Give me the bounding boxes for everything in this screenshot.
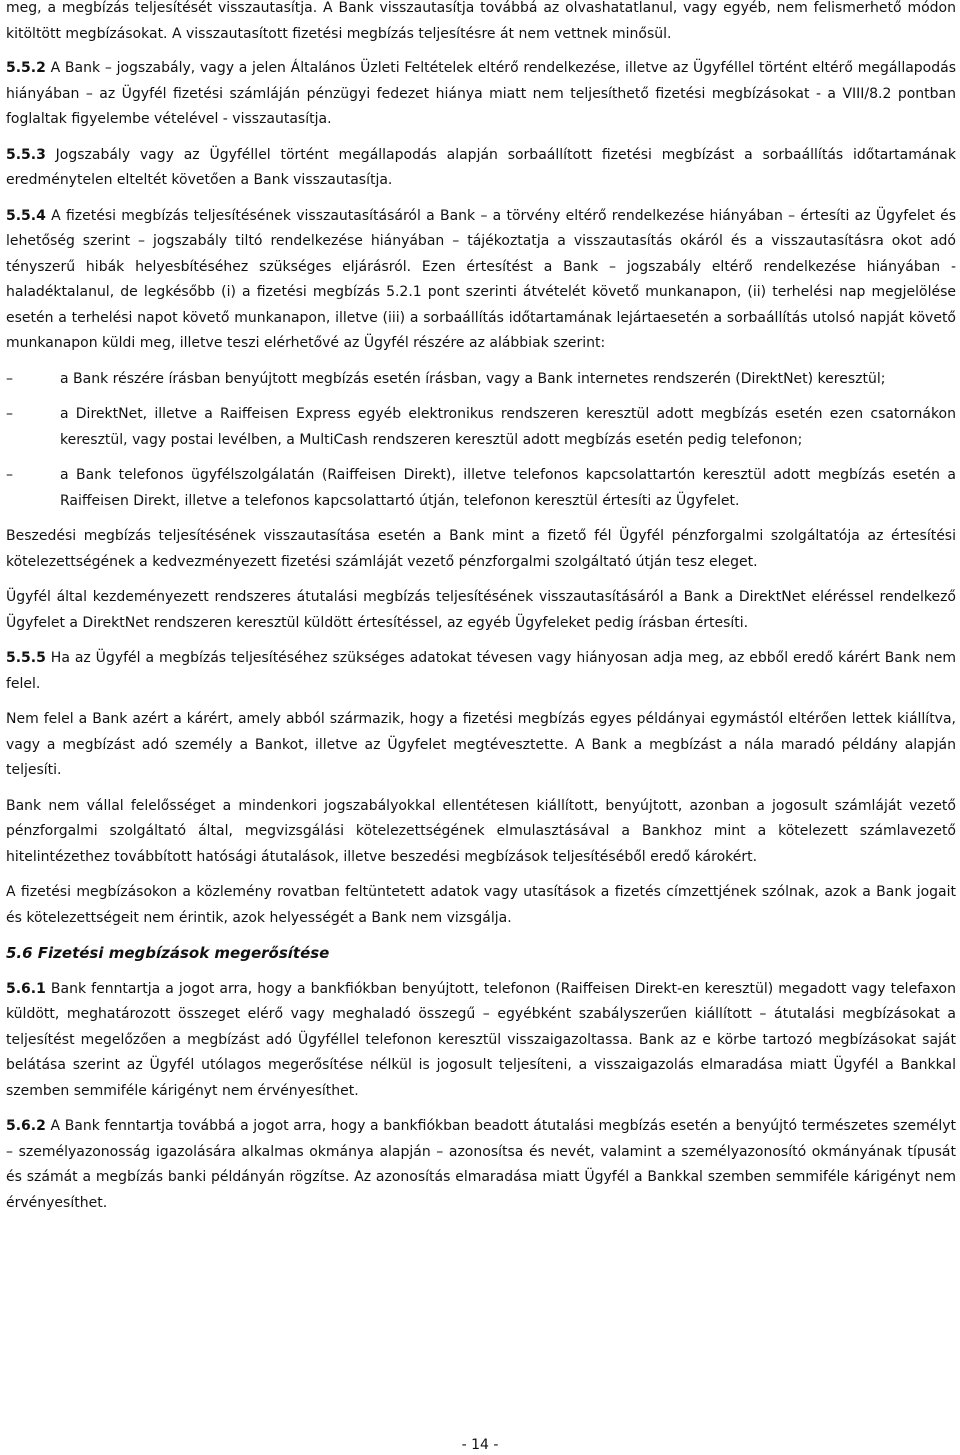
section-heading-5-6: 5.6 Fizetési megbízások megerősítése	[6, 944, 330, 962]
section-5-6-2	[6, 1114, 956, 1216]
section-text: Ha az Ügyfél a megbízás teljesítéséhez szükséges adatokat tévesen vagy hiányosan adja meg, az ebből eredő kárért Bank nem felel.	[6, 650, 956, 692]
section-text: Bank fenntartja a jogot arra, hogy a bankfiókban benyújtott, telefonon (Raiffeisen Direkt-en keresztül) megadott vagy telefaxon küldött, meghatározott összeget elérő vagy meghaladó összegű – egyébként szabályszerűen kiállított – átutalási megbízásokat a teljesítést megelőzően a megbízást adó Ügyféllel telefonon keresztül visszaigazoltassa. Bank az e körbe tartozó megbízásokat saját belátása szerint az Ügyfél utólagos megerősítése nélkül is jogosult teljesíteni, a visszaigazolás elmaradása miatt Ügyfél a Bankkal szemben semmiféle kárigényt nem érvényesíthet.	[6, 980, 956, 1099]
section-text: A Bank – jogszabály, vagy a jelen Általános Üzleti Feltételek eltérő rendelkezése, illetve az Ügyféllel történt eltérő megállapodás hiányában – az Ügyfél fizetési számláján pénzügyi fedezet hiánya miatt nem teljesíthető fizetési megbízásokat - a VIII/8.2 pontban foglaltak figyelembe vételével - visszautasítja.	[6, 60, 956, 127]
paragraph-bank-felelosseg: Bank nem vállal felelősséget a mindenkori jogszabályokkal ellentétesen kiállított, benyújtott, azonban a jogosult számláját vezető pénzforgalmi szolgáltató által, megvizsgálási kötelezettségének elmulasztásával a Bankhoz mint a kötelezett számlavezető hitelintézethez továbbított hatósági átutalások, illetve beszedési megbízások teljesítéséből eredő károkért.	[6, 797, 956, 865]
notification-list	[6, 367, 956, 515]
section-number: 5.5.2	[6, 60, 46, 76]
section-5-5-2	[6, 56, 956, 133]
section-number: 5.5.5	[6, 650, 46, 666]
list-item: – a DirektNet, illetve a Raiffeisen Express egyéb elektronikus rendszeren keresztül adott megbízás esetén ezen csatornákon keresztül, vagy postai levélben, a MultiCash rendszeren keresztül adott megbízás esetén pedig telefonon;	[6, 402, 956, 453]
section-number: 5.6.1	[6, 980, 46, 997]
paragraph-intro: meg, a megbízás teljesítését visszautasítja. A Bank visszautasítja továbbá az olvashatatlanul, vagy egyéb, nem felismerhető módon kitöltött megbízásokat. A visszautasított fizetési megbízás teljesítésre át nem vettnek minősül.	[6, 0, 956, 42]
section-text: A Bank fenntartja továbbá a jogot arra, hogy a bankfiókban beadott átutalási megbízás esetén a benyújtó természetes személyt – személyazonosság igazolására alkalmas okmánya alapján – azonosítsa és nevét, valamint a személyazonosító okmányának típusát és számát a megbízás banki példányán rögzítse. Az azonosítás elmaradása miatt Ügyfél a Bankkal szemben semmiféle kárigényt nem érvényesíthet.	[6, 1118, 956, 1211]
section-5-5-4	[6, 204, 956, 357]
paragraph-nem-felel: Nem felel a Bank azért a kárért, amely abból származik, hogy a fizetési megbízás egyes példányai egymástól eltérően lettek kiállítva, vagy a megbízást adó személy a Bankot, illetve az Ügyfelet megtévesztette. A Bank a megbízást a nála maradó példány alapján teljesíti.	[6, 711, 956, 778]
section-5-5-5	[6, 646, 956, 697]
section-number: 5.5.4	[6, 207, 46, 224]
list-item: – a Bank részére írásban benyújtott megbízás esetén írásban, vagy a Bank internetes rendszerén (DirektNet) keresztül;	[6, 367, 956, 393]
section-number: 5.5.3	[6, 146, 46, 163]
document-page	[6, 0, 956, 1226]
dash-bullet: –	[6, 406, 13, 422]
dash-bullet: –	[6, 467, 13, 483]
list-item: – a Bank telefonos ügyfélszolgálatán (Raiffeisen Direkt), illetve telefonos kapcsolattartón keresztül adott megbízás esetén a Raiffeisen Direkt, illetve a telefonos kapcsolattartó útján, telefonon keresztül értesíti az Ügyfelet.	[6, 463, 956, 514]
dash-bullet: –	[6, 370, 13, 387]
paragraph-ugyfel: Ügyfél által kezdeményezett rendszeres átutalási megbízás teljesítésének visszautasításáról a Bank a DirektNet eléréssel rendelkező Ügyfelet a DirektNet rendszeren keresztül küldött értesítéssel, az egyéb Ügyfeleket pedig írásban értesíti.	[6, 589, 956, 631]
section-text: Jogszabály vagy az Ügyféllel történt megállapodás alapján sorbaállított fizetési megbízást a sorbaállítás időtartamának eredménytelen elteltét követően a Bank visszautasítja.	[6, 146, 956, 188]
page-number: - 14 -	[461, 1437, 499, 1453]
section-number: 5.6.2	[6, 1118, 46, 1134]
section-5-6-1	[6, 977, 956, 1105]
paragraph-kozlemeny: A fizetési megbízásokon a közlemény rovatban feltüntetett adatok vagy utasítások a fizetés címzettjének szólnak, azok a Bank jogait és kötelezettségeit nem érintik, azok helyességét a Bank nem vizsgálja.	[6, 884, 956, 926]
section-text: A fizetési megbízás teljesítésének visszautasításáról a Bank – a törvény eltérő rendelkezése hiányában – értesíti az Ügyfelet és lehetőség szerint – jogszabály tiltó rendelkezése hiányában – tájékoztatja a visszautasítás okáról és a visszautasításra okot adó tényszerű hibák helyesbítéséhez szükséges eljárásról. Ezen értesítést a Bank – jogszabály eltérő rendelkezése hiányában - haladéktalanul, de legkésőbb (i) a fizetési megbízás 5.2.1 pont szerinti átvételét követő munkanapon, (ii) terhelési nap megjelölése esetén a terhelési napot követő munkanapon, illetve (iii) a sorbaállítás időtartamának lejártaesetén a sorbaállítás utolsó napját követő munkanapon küldi meg, illetve teszi elérhetővé az Ügyfél részére az alábbiak szerint:	[6, 207, 956, 351]
section-5-5-3	[6, 143, 956, 194]
paragraph-beszedesi: Beszedési megbízás teljesítésének visszautasítása esetén a Bank mint a fizető fél Ügyfél pénzforgalmi szolgáltatója az értesítési kötelezettségének a kedvezményezett fizetési számláját vezető pénzforgalmi szolgáltató útján tesz eleget.	[6, 528, 956, 570]
